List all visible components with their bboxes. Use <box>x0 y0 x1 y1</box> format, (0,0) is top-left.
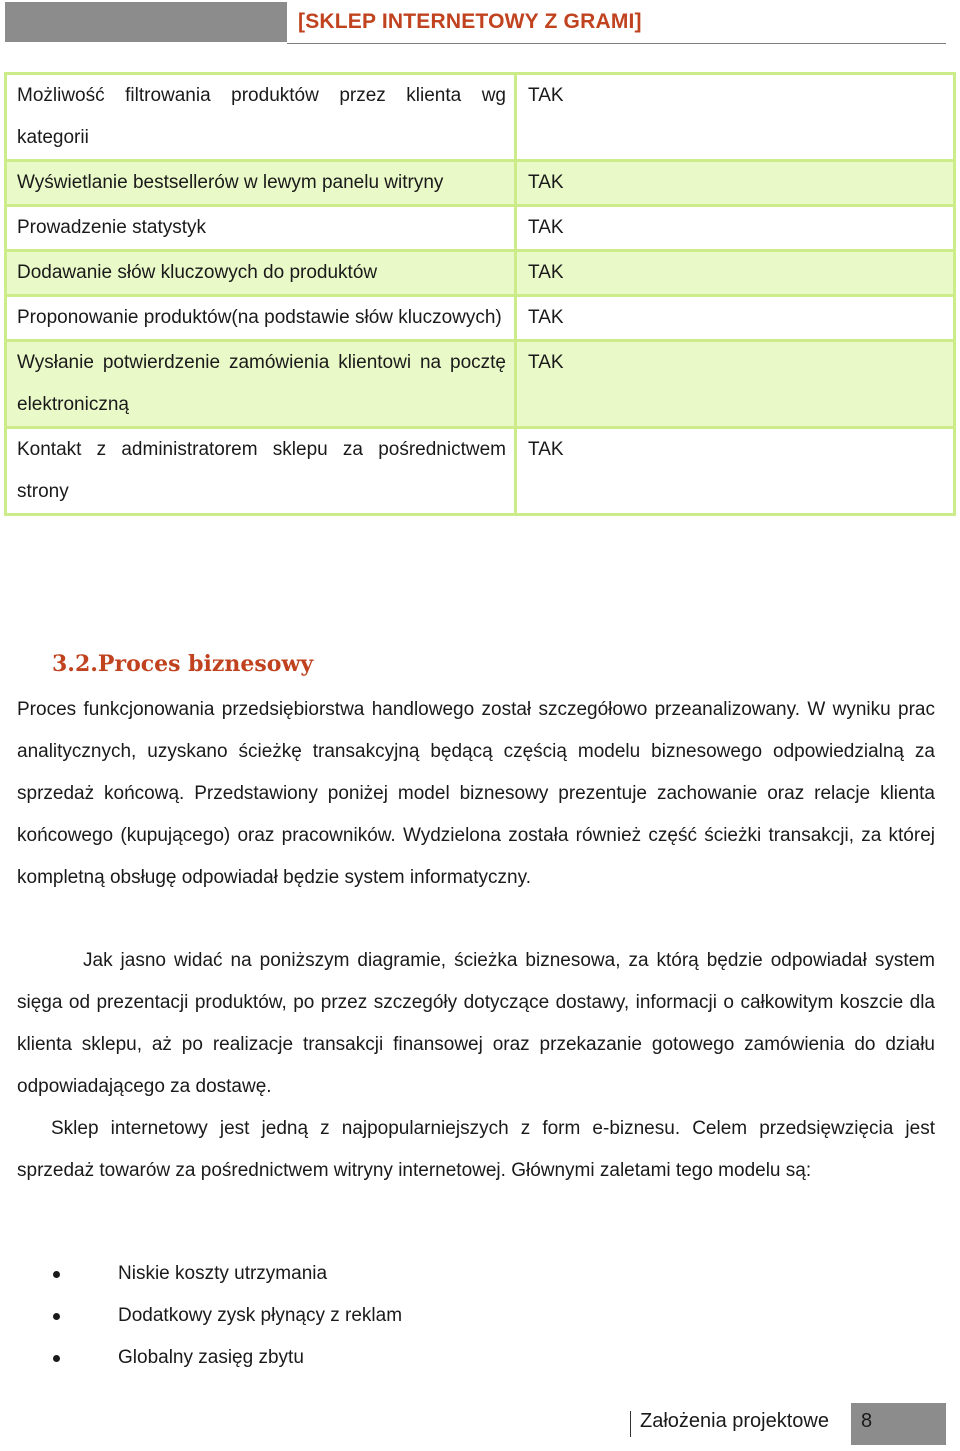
value-cell: TAK <box>516 296 955 341</box>
table-row <box>6 206 955 251</box>
footer-separator <box>630 1411 631 1437</box>
feature-cell: Kontakt z administratorem sklepu za pośrednictwem strony <box>6 428 516 515</box>
feature-cell: Wyświetlanie bestsellerów w lewym panelu witryny <box>6 161 516 206</box>
value-cell: TAK <box>516 428 955 515</box>
feature-cell: Dodawanie słów kluczowych do produktów <box>6 251 516 296</box>
requirements-table <box>4 72 956 516</box>
table-row <box>6 296 955 341</box>
bullet-icon <box>53 1271 60 1278</box>
document-header-title: [SKLEP INTERNETOWY Z GRAMI] <box>298 10 642 33</box>
table-row <box>6 251 955 296</box>
value-cell: TAK <box>516 251 955 296</box>
list-item-text: Dodatkowy zysk płynący z reklam <box>118 1305 403 1326</box>
body-paragraph: Jak jasno widać na poniższym diagramie, ścieżka biznesowa, za którą będzie odpowiadał system sięga od prezentacji produktów, po przez szczegóły dotyczące dostawy, informacji o całkowitym koszcie dla klienta sklepu, aż po realizacje transakcji finansowej oraz przekazanie gotowego zamówienia do działu odpowiadającego za dostawę. <box>17 950 935 1097</box>
feature-cell: Wysłanie potwierdzenie zamówienia klientowi na pocztę elektroniczną <box>6 341 516 428</box>
feature-cell: Prowadzenie statystyk <box>6 206 516 251</box>
page-number: 8 <box>861 1410 873 1432</box>
bullet-icon <box>53 1355 60 1362</box>
list-item <box>0 1253 960 1295</box>
advantages-list <box>0 1253 960 1379</box>
value-cell: TAK <box>516 74 955 161</box>
body-paragraph: Sklep internetowy jest jedną z najpopularniejszych z form e-biznesu. Celem przedsięwzięcia jest sprzedaż towarów za pośrednictwem witryny internetowej. Głównymi zaletami tego modelu są: <box>17 1118 935 1181</box>
header-rule <box>287 43 946 44</box>
feature-cell: Proponowanie produktów(na podstawie słów kluczowych) <box>6 296 516 341</box>
value-cell: TAK <box>516 206 955 251</box>
list-item <box>0 1337 960 1379</box>
header-gray-box <box>5 2 287 42</box>
table-row <box>6 161 955 206</box>
section-heading: 3.2.Proces biznesowy <box>52 651 314 677</box>
list-item-text: Niskie koszty utrzymania <box>118 1263 328 1284</box>
body-paragraph: Proces funkcjonowania przedsiębiorstwa handlowego został szczegółowo przeanalizowany. W wyniku prac analitycznych, uzyskano ścieżkę transakcyjną będącą częścią modelu biznesowego odpowiedzialną za sprzedaż końcową. Przedstawiony poniżej model biznesowy prezentuje zachowanie oraz relacje klienta końcowego (kupującego) oraz pracowników. Wydzielona została również część ścieżki transakcji, za której kompletną obsługę odpowiadał będzie system informatyczny. <box>17 699 935 888</box>
table-row <box>6 74 955 161</box>
feature-cell: Możliwość filtrowania produktów przez klienta wg kategorii <box>6 74 516 161</box>
value-cell: TAK <box>516 341 955 428</box>
footer-label: Założenia projektowe <box>640 1410 829 1432</box>
value-cell: TAK <box>516 161 955 206</box>
bullet-icon <box>53 1313 60 1320</box>
list-item-text: Globalny zasięg zbytu <box>118 1347 304 1368</box>
table-row <box>6 428 955 515</box>
table-row <box>6 341 955 428</box>
list-item <box>0 1295 960 1337</box>
